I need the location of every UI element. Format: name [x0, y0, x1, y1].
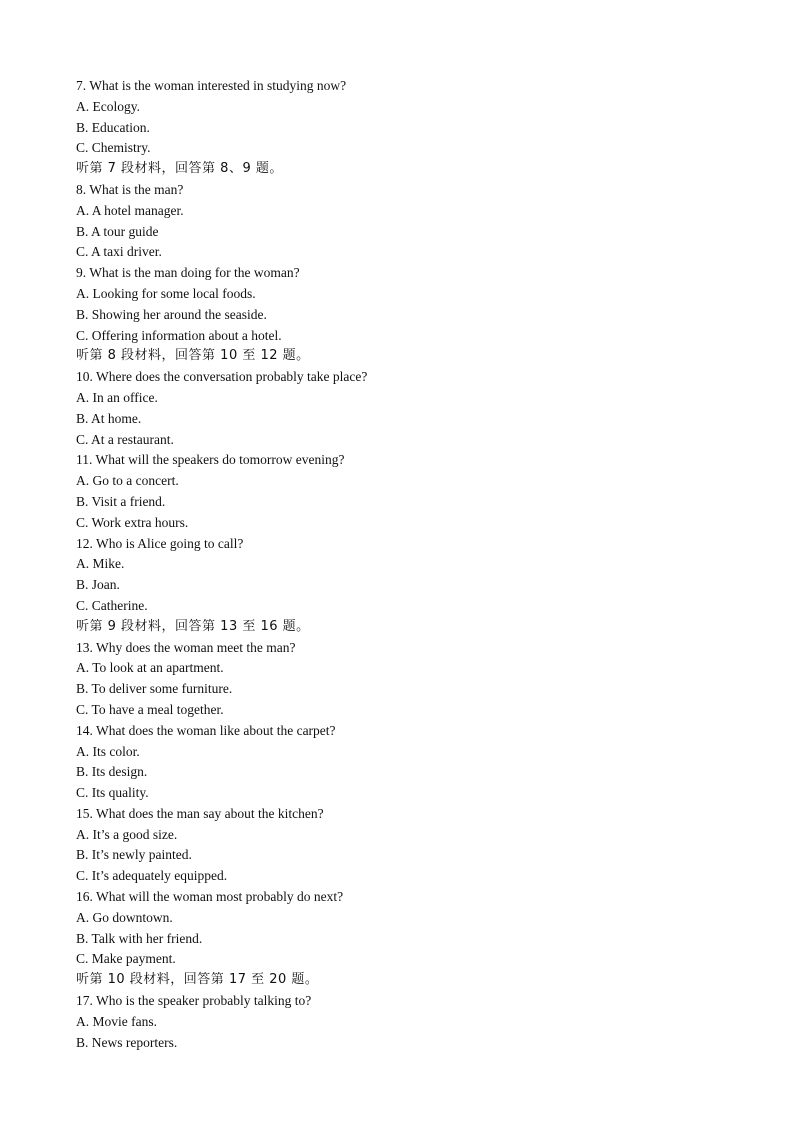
- q16-option-b: B. Talk with her friend.: [76, 930, 203, 946]
- q12-option-c: C. Catherine.: [76, 597, 148, 613]
- question-14: 14. What does the woman like about the carpet?: [76, 722, 336, 738]
- q8-option-b: B. A tour guide: [76, 223, 159, 239]
- q14-option-b: B. Its design.: [76, 764, 148, 780]
- q9-option-b: B. Showing her around the seaside.: [76, 306, 267, 322]
- q15-option-b: B. It’s newly painted.: [76, 847, 192, 863]
- q16-option-c: C. Make payment.: [76, 951, 176, 967]
- q13-option-a: A. To look at an apartment.: [76, 660, 224, 676]
- question-13: 13. Why does the woman meet the man?: [76, 639, 296, 655]
- q15-option-c: C. It’s adequately equipped.: [76, 868, 228, 884]
- q11-option-b: B. Visit a friend.: [76, 493, 166, 509]
- q12-option-a: A. Mike.: [76, 556, 125, 572]
- q11-option-a: A. Go to a concert.: [76, 473, 179, 489]
- q8-option-c: C. A taxi driver.: [76, 244, 162, 260]
- q17-option-a: A. Movie fans.: [76, 1013, 157, 1029]
- question-12: 12. Who is Alice going to call?: [76, 535, 244, 551]
- q10-option-c: C. At a restaurant.: [76, 431, 174, 447]
- q7-option-a: A. Ecology.: [76, 98, 140, 114]
- q9-option-c: C. Offering information about a hotel.: [76, 327, 282, 343]
- question-17: 17. Who is the speaker probably talking to?: [76, 993, 312, 1009]
- question-9: 9. What is the man doing for the woman?: [76, 265, 300, 281]
- q15-option-a: A. It’s a good size.: [76, 826, 178, 842]
- q13-option-b: B. To deliver some furniture.: [76, 681, 233, 697]
- section-heading-9: 听第 9 段材料，回答第 13 至 16 题。: [76, 618, 310, 634]
- section-heading-8: 听第 8 段材料，回答第 10 至 12 题。: [76, 348, 310, 364]
- q7-option-c: C. Chemistry.: [76, 140, 151, 156]
- q12-option-b: B. Joan.: [76, 577, 120, 593]
- question-11: 11. What will the speakers do tomorrow evening?: [76, 452, 345, 468]
- q10-option-a: A. In an office.: [76, 389, 158, 405]
- q8-option-a: A. A hotel manager.: [76, 202, 184, 218]
- q16-option-a: A. Go downtown.: [76, 909, 173, 925]
- q17-option-b: B. News reporters.: [76, 1034, 178, 1050]
- q7-option-b: B. Education.: [76, 119, 150, 135]
- q13-option-c: C. To have a meal together.: [76, 701, 224, 717]
- question-8: 8. What is the man?: [76, 181, 184, 197]
- q14-option-c: C. Its quality.: [76, 785, 149, 801]
- q9-option-a: A. Looking for some local foods.: [76, 285, 256, 301]
- section-heading-7: 听第 7 段材料，回答第 8、9 题。: [76, 161, 283, 177]
- question-15: 15. What does the man say about the kitchen?: [76, 805, 324, 821]
- question-7: 7. What is the woman interested in studying now?: [76, 78, 347, 93]
- q14-option-a: A. Its color.: [76, 743, 140, 759]
- section-heading-10: 听第 10 段材料，回答第 17 至 20 题。: [76, 972, 319, 988]
- q11-option-c: C. Work extra hours.: [76, 514, 189, 530]
- question-10: 10. Where does the conversation probably take place?: [76, 369, 368, 385]
- question-list: [76, 76, 726, 1053]
- q10-option-b: B. At home.: [76, 410, 142, 426]
- question-16: 16. What will the woman most probably do next?: [76, 889, 344, 905]
